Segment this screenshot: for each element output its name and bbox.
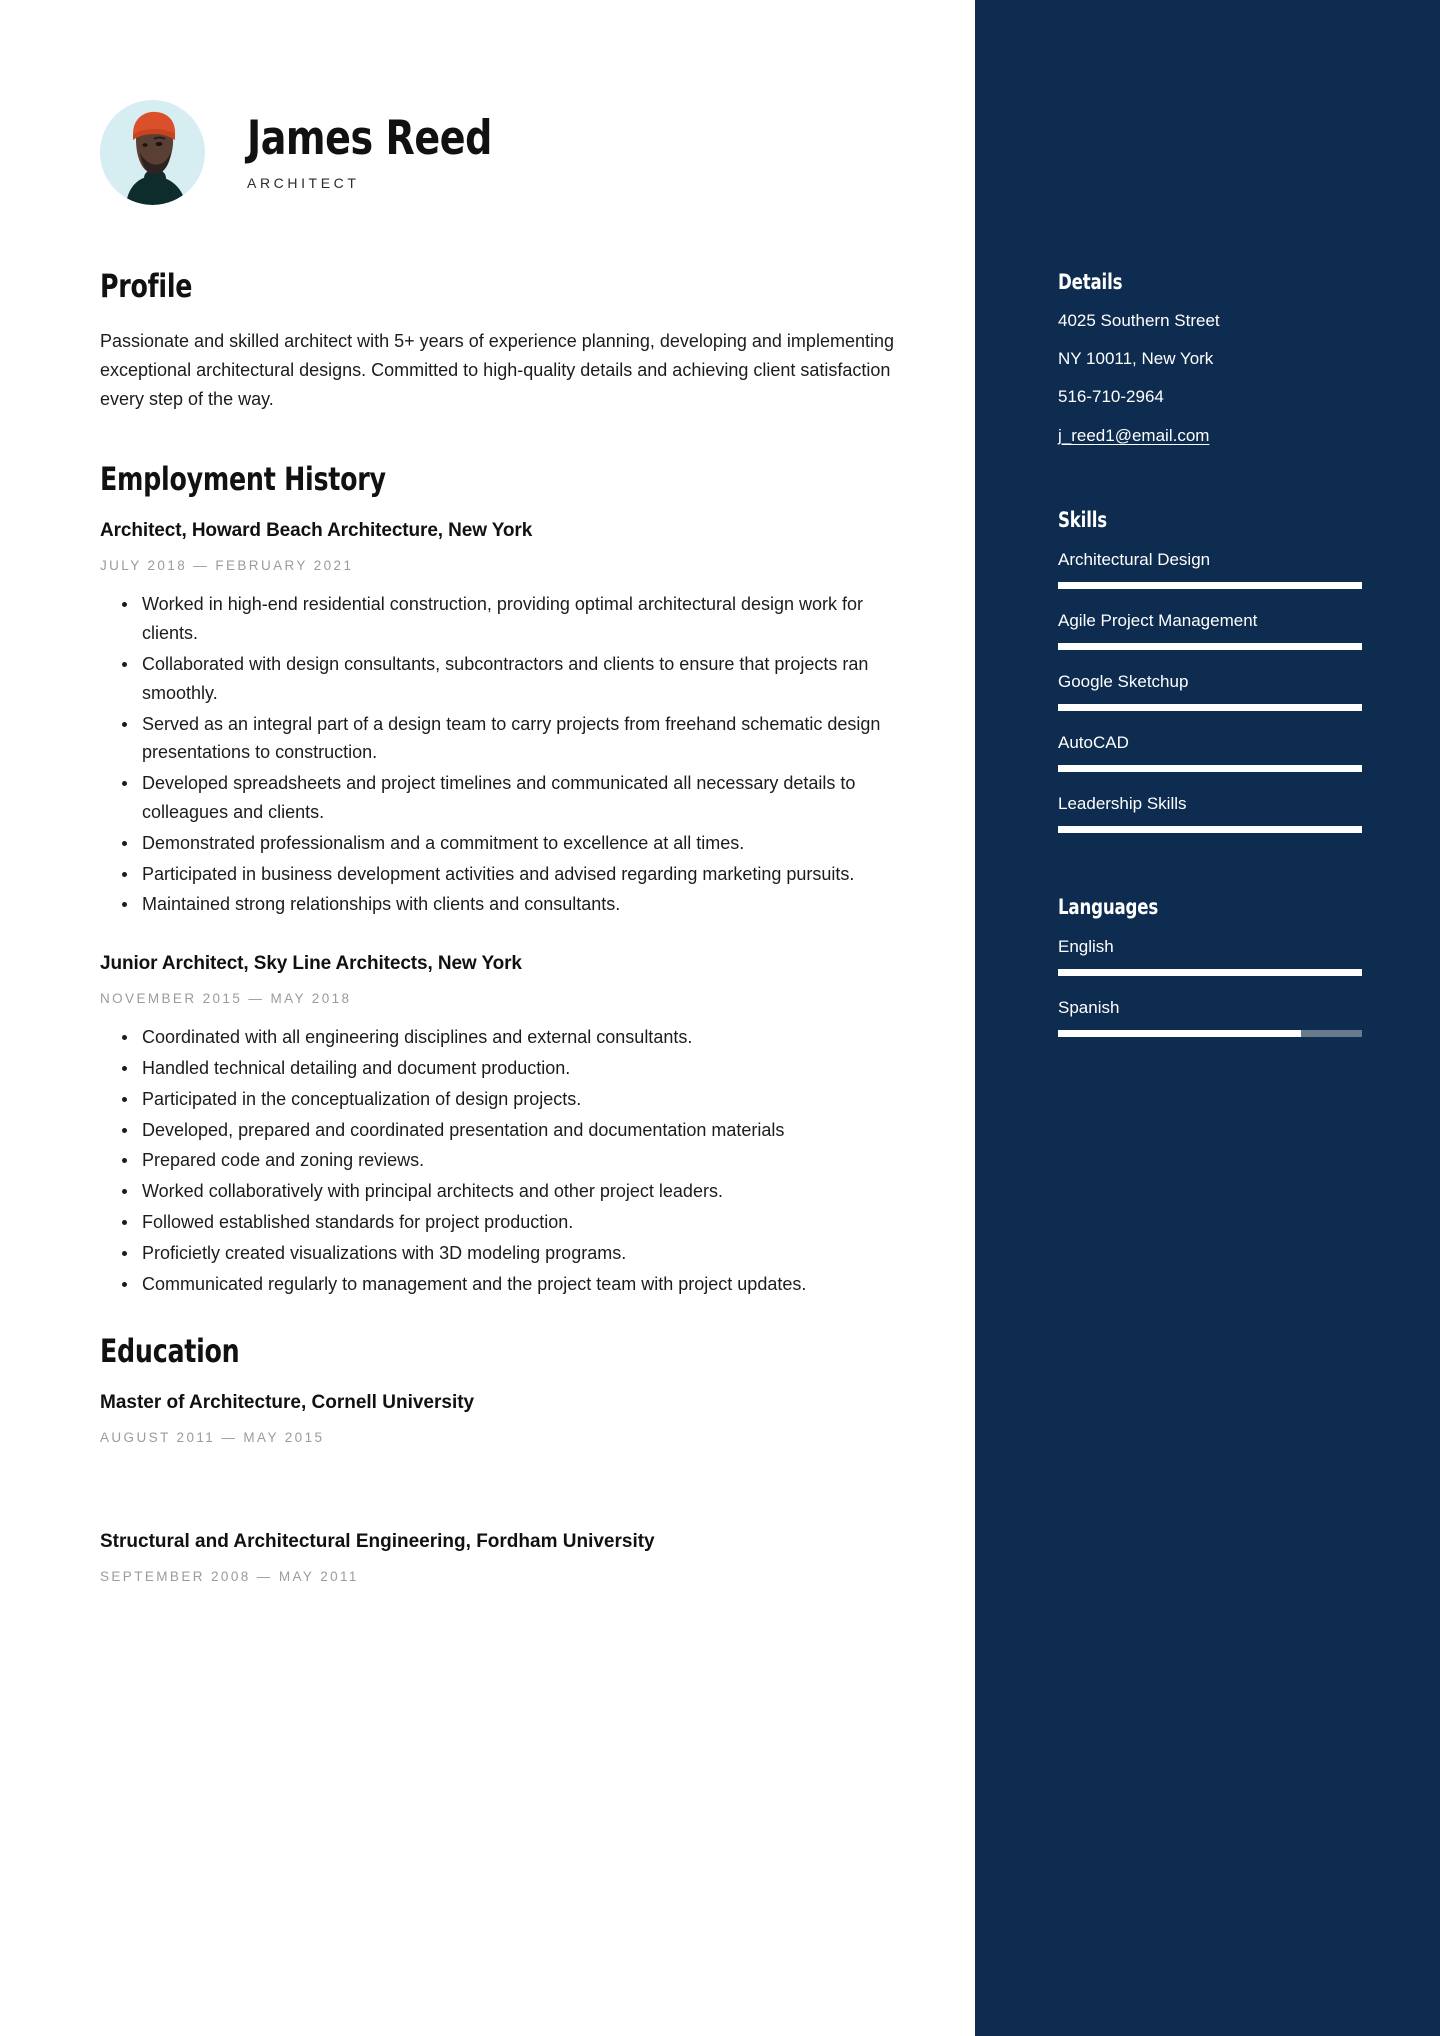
- education-entry: [100, 1531, 975, 1584]
- sidebar-section-skills: [1058, 508, 1362, 833]
- skill-item: [1058, 794, 1362, 833]
- skill-item: [1058, 550, 1362, 589]
- spacer: [1058, 446, 1362, 508]
- list-item: Served as an integral part of a design team to carry projects from freehand schematic design presentations to construction.: [100, 710, 910, 768]
- portrait-photo-icon: [100, 100, 205, 205]
- skill-label: Agile Project Management: [1058, 611, 1258, 630]
- job-entry: [100, 953, 975, 1298]
- page-title: James Reed: [247, 110, 492, 166]
- sidebar-heading-details: Details: [1058, 270, 1123, 294]
- skill-item: [1058, 611, 1362, 650]
- language-level-bar: [1058, 1030, 1362, 1037]
- language-item: [1058, 998, 1362, 1037]
- resume-header: [100, 100, 975, 205]
- name-block: [247, 110, 519, 192]
- list-item: Maintained strong relationships with clients and consultants.: [100, 890, 910, 919]
- education-date-range: AUGUST 2011 — MAY 2015: [100, 1430, 325, 1446]
- education-date-range: SEPTEMBER 2008 — MAY 2011: [100, 1569, 359, 1585]
- skill-level-bar: [1058, 704, 1362, 711]
- section-heading-employment: Employment History: [100, 460, 386, 499]
- skill-level-bar: [1058, 582, 1362, 589]
- job-entry: [100, 520, 975, 919]
- education-title: Master of Architecture, Cornell University: [100, 1392, 475, 1414]
- skill-label: Architectural Design: [1058, 550, 1211, 569]
- list-item: Developed spreadsheets and project timelines and communicated all necessary details to colleagues and clients.: [100, 769, 910, 827]
- skill-level-bar: [1058, 826, 1362, 833]
- section-heading-profile: Profile: [100, 267, 193, 305]
- skill-level-fill: [1058, 704, 1362, 711]
- list-item: Participated in the conceptualization of design projects.: [100, 1085, 910, 1114]
- spacer: [1058, 855, 1362, 895]
- list-item: Handled technical detailing and document production.: [100, 1054, 910, 1083]
- job-role-subtitle: ARCHITECT: [247, 175, 360, 192]
- skill-label: AutoCAD: [1058, 733, 1129, 752]
- list-item: Participated in business development activities and advised regarding marketing pursuits.: [100, 860, 910, 889]
- job-bullet-list: [100, 1023, 910, 1298]
- job-date-range: NOVEMBER 2015 — MAY 2018: [100, 991, 352, 1007]
- address-line-1: 4025 Southern Street: [1058, 311, 1220, 330]
- language-level-fill: [1058, 1030, 1301, 1037]
- skill-item: [1058, 672, 1362, 711]
- language-label: English: [1058, 937, 1114, 956]
- language-label: Spanish: [1058, 998, 1120, 1017]
- skill-level-fill: [1058, 826, 1362, 833]
- list-item: Developed, prepared and coordinated presentation and documentation materials: [100, 1116, 910, 1145]
- avatar: [100, 100, 205, 205]
- job-date-range: JULY 2018 — FEBRUARY 2021: [100, 558, 354, 574]
- skill-level-fill: [1058, 643, 1362, 650]
- education-entry: [100, 1392, 975, 1445]
- list-item: Proficietly created visualizations with 3D modeling programs.: [100, 1239, 910, 1268]
- job-title: Architect, Howard Beach Architecture, New York: [100, 520, 533, 542]
- list-item: Worked in high-end residential construction, providing optimal architectural design work for clients.: [100, 590, 910, 648]
- list-item: Coordinated with all engineering disciplines and external consultants.: [100, 1023, 910, 1052]
- skill-level-fill: [1058, 765, 1362, 772]
- language-level-bar: [1058, 969, 1362, 976]
- list-item: Demonstrated professionalism and a commitment to excellence at all times.: [100, 829, 910, 858]
- skill-item: [1058, 733, 1362, 772]
- profile-text: Passionate and skilled architect with 5+ years of experience planning, developing and implementing exceptional architectural designs. Committed to high-quality details and achieving client satisfaction every step of the way.: [100, 331, 894, 410]
- list-item: Communicated regularly to management and the project team with project updates.: [100, 1270, 910, 1299]
- list-item: Worked collaboratively with principal architects and other project leaders.: [100, 1177, 910, 1206]
- sidebar-section-languages: [1058, 895, 1362, 1037]
- spacer: [100, 1481, 975, 1531]
- list-item: Followed established standards for project production.: [100, 1208, 910, 1237]
- sidebar-heading-skills: Skills: [1058, 508, 1107, 532]
- job-bullet-list: [100, 590, 910, 919]
- skill-level-bar: [1058, 643, 1362, 650]
- skill-label: Google Sketchup: [1058, 672, 1189, 691]
- list-item: Collaborated with design consultants, subcontractors and clients to ensure that projects ran smoothly.: [100, 650, 910, 708]
- job-title: Junior Architect, Sky Line Architects, New York: [100, 953, 522, 975]
- education-title: Structural and Architectural Engineering, Fordham University: [100, 1531, 655, 1553]
- phone-number: 516-710-2964: [1058, 387, 1164, 406]
- email-link[interactable]: j_reed1@email.com: [1058, 426, 1210, 445]
- language-item: [1058, 937, 1362, 976]
- address-line-2: NY 10011, New York: [1058, 349, 1214, 368]
- section-heading-education: Education: [100, 1332, 240, 1371]
- language-level-fill: [1058, 969, 1362, 976]
- skill-level-fill: [1058, 582, 1362, 589]
- sidebar-heading-languages: Languages: [1058, 895, 1159, 919]
- list-item: Prepared code and zoning reviews.: [100, 1146, 910, 1175]
- sidebar-section-details: [1058, 270, 1362, 446]
- skill-label: Leadership Skills: [1058, 794, 1187, 813]
- skill-level-bar: [1058, 765, 1362, 772]
- sidebar: [975, 0, 1440, 2036]
